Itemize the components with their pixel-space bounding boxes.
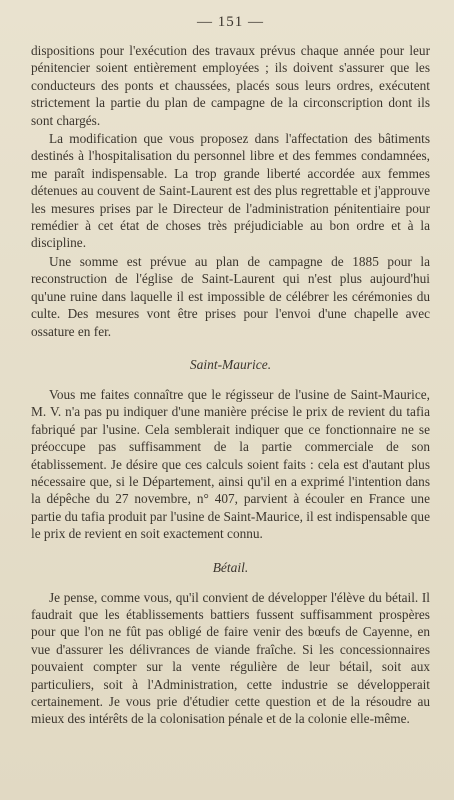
paragraph-dispositions: dispositions pour l'exécution des travaux prévus chaque année pour leur pénitencier soient entièrement employées ; ils doivent s'assurer que les conducteurs des ponts et chaussées, placés sous leurs ordres, exécutent strictement la partie du plan de campagne de la circonscription dont ils sont chargés. — [31, 43, 430, 128]
paragraph-eglise: Une somme est prévue au plan de campagne de 1885 pour la reconstruction de l'église de Saint-Laurent qui n'est plus aujourd'hui qu'une ruine dans laquelle il est impossible de célébrer les cérémonies du culte. Des mesures vont être prises pour l'envoi d'une chapelle avec ossature en fer. — [31, 253, 430, 339]
page-number: — 151 — — [197, 14, 264, 30]
paragraph-betail: Je pense, comme vous, qu'il convient de développer l'élève du bétail. Il faudrait que les établissements battiers fussent suffisamment prospères pour que l'on ne fût pas obligé de faire venir des bœufs de Cayenne, en vue d'assurer les délivrances de viande fraîche. Si les concessionnaires pouvaient compter sur la vente régulière de leur bétail, soit aux particuliers, soit à l'Administration, cette industrie se développerait certainement. Je vous prie d'étudier cette question et de la résoudre au mieux des intérêts de la colonisation pénale et de la colonie elle-même. — [31, 589, 430, 727]
paragraph-usine: Vous me faites connaître que le régisseur de l'usine de Saint-Maurice, M. V. n'a pas pu indiquer d'une manière précise le prix de revient du tafia fabriqué par l'usine. Cela semblerait indiquer que ce fonctionnaire ne se préoccupe pas suffisamment de la partie commerciale de son établissement. Je désire que ces calculs soient faits : cela est d'autant plus nécessaire que, si le Département, ainsi qu'il en a exprimé l'intention dans la dépêche du 27 novembre, n° 407, parvient à écouler en France une partie du tafia produit par l'usine de Saint-Maurice, il est indispensable que le prix de revient en soit exactement connu. — [31, 386, 430, 542]
section-title-betail: Bétail. — [212, 559, 249, 575]
section-title-saint-maurice: Saint-Maurice. — [189, 356, 272, 372]
paragraph-modification: La modification que vous proposez dans l'affectation des bâtiments destinés à l'hospitalisation du personnel libre et des femmes condamnées, me paraît indispensable. La trop grande liberté accordée aux femmes détenues au couvent de Saint-Laurent est des plus regrettable et j'approuve les mesures prises par le Directeur de l'administration pénitentiaire pour remédier à cet état de choses très préjudiciable au bon ordre et à la discipline. — [31, 131, 430, 251]
